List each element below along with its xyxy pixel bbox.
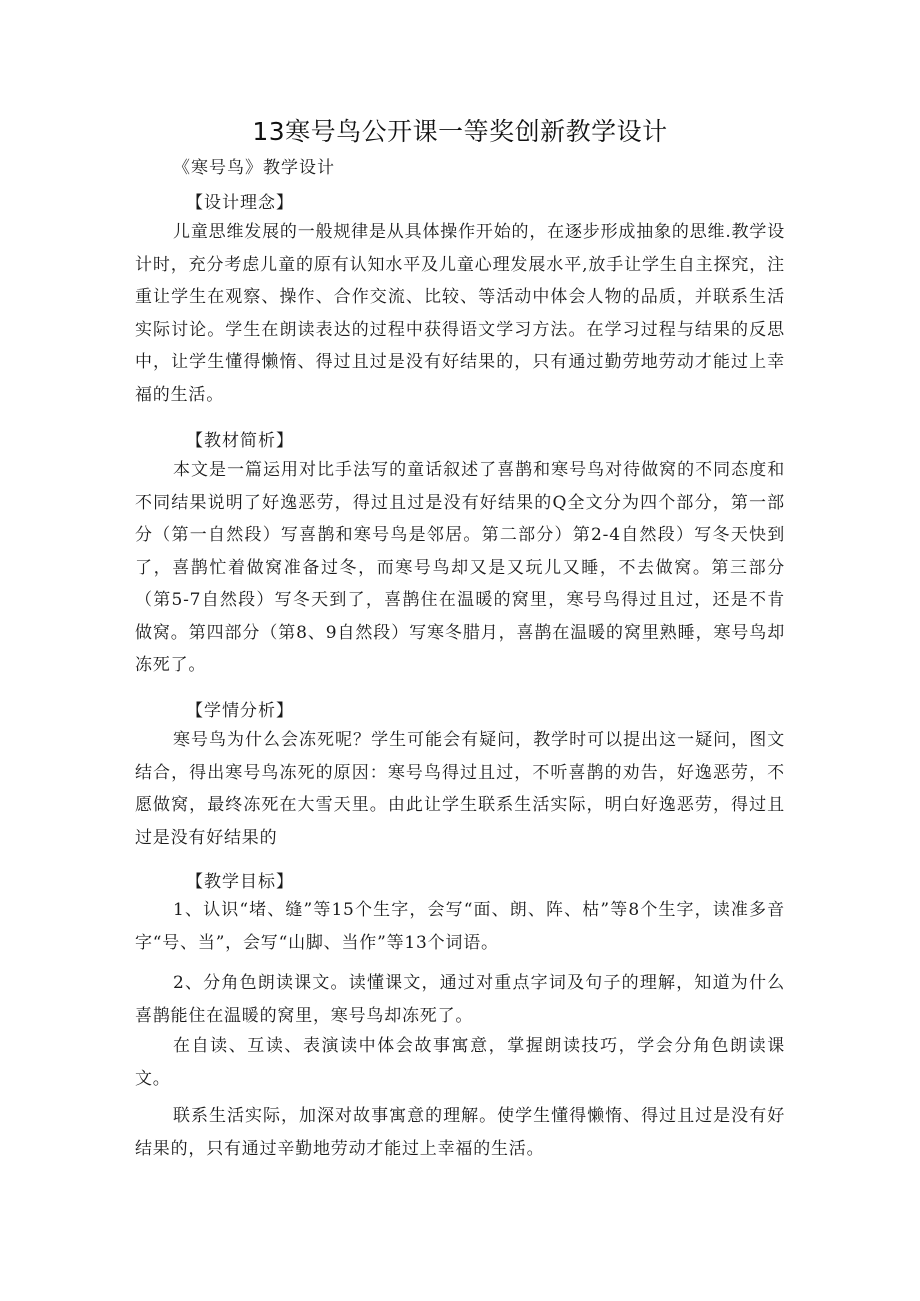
document-title: 13寒号鸟公开课一等奖创新教学设计 (252, 117, 668, 146)
heading-teaching-goals: 【教学目标】 (186, 872, 294, 892)
paragraph-material-analysis: 本文是一篇运用对比手法写的童话叙述了喜鹊和寒号鸟对待做窝的不同态度和不同结果说明了好逸恶劳，得过且过是没有好结果的Q全文分为四个部分，第一部分（第一自然段）写喜鹊和寒号鸟是邻居。第二部分）第2-4自然段）写冬天快到了，喜鹊忙着做窝准备过冬，而寒号鸟却又是又玩儿又睡，不去做窝。第三部分（第5-7自然段）写冬天到了，喜鹊住在温暖的窝里，寒号鸟得过且过，还是不肯做窝。第四部分（第8、9自然段）写寒冬腊月，喜鹊在温暖的窝里熟睡，寒号鸟却冻死了。 (135, 460, 785, 675)
heading-learner-analysis: 【学情分析】 (186, 701, 294, 721)
document-subtitle: 《寒号鸟》教学设计 (173, 158, 335, 178)
paragraph-learner-analysis: 寒号鸟为什么会冻死呢？学生可能会有疑问，教学时可以提出这一疑问，图文结合，得出寒号鸟冻死的原因：寒号鸟得过且过，不听喜鹊的劝告，好逸恶劳，不愿做窝，最终冻死在大雪天里。由此让学生联系生活实际，明白好逸恶劳，得过且过是没有好结果的 (135, 730, 785, 848)
heading-design-concept: 【设计理念】 (186, 193, 294, 213)
goal-item: 1、认识“堵、缝”等15个生字，会写“面、朗、阵、枯”等8个生字，读准多音字“号、当”，会写“山脚、当作”等13个词语。 (135, 900, 785, 953)
goal-item: 在自读、互读、表演读中体会故事寓意，掌握朗读技巧，学会分角色朗读课文。 (135, 1036, 785, 1089)
heading-material-analysis: 【教材简析】 (186, 431, 294, 451)
goal-item: 2、分角色朗读课文。读懂课文，通过对重点字词及句子的理解，知道为什么喜鹊能住在温暖的窝里，寒号鸟却冻死了。 (135, 973, 785, 1026)
paragraph-design-concept: 儿童思维发展的一般规律是从具体操作开始的，在逐步形成抽象的思维.教学设计时，充分考虑儿童的原有认知水平及儿童心理发展水平,放手让学生自主探究，注重让学生在观察、操作、合作交流、比较、等活动中体会人物的品质，并联系生活实际讨论。学生在朗读表达的过程中获得语文学习方法。在学习过程与结果的反思中，让学生懂得懒惰、得过且过是没有好结果的，只有通过勤劳地劳动才能过上幸福的生活。 (135, 222, 785, 405)
goal-item: 联系生活实际，加深对故事寓意的理解。使学生懂得懒惰、得过且过是没有好结果的，只有通过辛勤地劳动才能过上幸福的生活。 (135, 1106, 785, 1159)
